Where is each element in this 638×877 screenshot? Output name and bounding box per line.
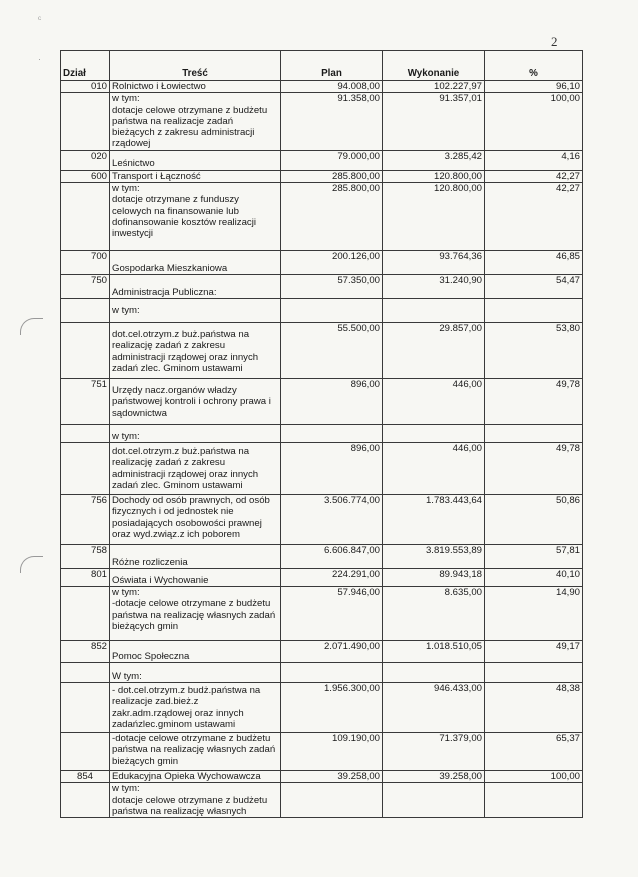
- table-row: [61, 299, 583, 323]
- cell-wykonanie: 946.433,00: [383, 683, 485, 733]
- cell-dzial: [61, 783, 110, 818]
- cell-dzial: [61, 443, 110, 495]
- cell-procent: 49,17: [485, 641, 583, 663]
- budget-table: [60, 50, 583, 818]
- cell-plan: 55.500,00: [281, 323, 383, 379]
- cell-procent: 65,37: [485, 733, 583, 771]
- cell-plan: [281, 783, 383, 818]
- punch-hole-mark: [20, 318, 43, 335]
- cell-dzial: [61, 183, 110, 251]
- cell-procent: [485, 663, 583, 683]
- cell-dzial: [61, 425, 110, 443]
- cell-procent: [485, 299, 583, 323]
- cell-dzial: 010: [61, 81, 110, 93]
- cell-dzial: 700: [61, 251, 110, 275]
- header-procent: %: [485, 51, 583, 81]
- cell-plan: 39.258,00: [281, 771, 383, 783]
- header-dzial: Dział: [61, 51, 110, 81]
- cell-plan: 57.350,00: [281, 275, 383, 299]
- header-plan: Plan: [281, 51, 383, 81]
- cell-plan: 285.800,00: [281, 170, 383, 182]
- table-row: [61, 771, 583, 783]
- table-row: [61, 251, 583, 275]
- cell-tresc: W tym:: [110, 663, 281, 683]
- cell-wykonanie: 1.018.510,05: [383, 641, 485, 663]
- cell-tresc: - dot.cel.otrzym.z budż.państwa na realizacje zad.bież.z zakr.adm.rządowej oraz innych zadańzlec.gminom ustawami: [110, 683, 281, 733]
- table-row: [61, 733, 583, 771]
- scan-mark: ·: [38, 54, 41, 64]
- table-row: [61, 170, 583, 182]
- table-row: [61, 783, 583, 818]
- cell-wykonanie: 120.800,00: [383, 170, 485, 182]
- cell-tresc: Rolnictwo i Łowiectwo: [110, 81, 281, 93]
- page-number: 2: [551, 34, 558, 49]
- punch-hole-mark: [20, 556, 43, 573]
- cell-tresc: Leśnictwo: [110, 150, 281, 170]
- cell-procent: 100,00: [485, 93, 583, 150]
- cell-procent: 4,16: [485, 150, 583, 170]
- cell-plan: 285.800,00: [281, 183, 383, 251]
- cell-wykonanie: 31.240,90: [383, 275, 485, 299]
- table-row: [61, 425, 583, 443]
- cell-dzial: [61, 299, 110, 323]
- cell-wykonanie: 102.227,97: [383, 81, 485, 93]
- cell-procent: 54,47: [485, 275, 583, 299]
- cell-tresc: Dochody od osób prawnych, od osób fizycznych i od jednostek nie posiadających osobowości prawnej oraz wyd.związ.z ich poborem: [110, 495, 281, 545]
- cell-plan: 57.946,00: [281, 587, 383, 641]
- table-row: [61, 569, 583, 587]
- table-row: [61, 150, 583, 170]
- table-row: [61, 183, 583, 251]
- cell-tresc: w tym: dotacje otrzymane z funduszy celowych na finansowanie lub dofinansowanie kosztów realizacji inwestycji: [110, 183, 281, 251]
- cell-plan: 3.506.774,00: [281, 495, 383, 545]
- table-row: [61, 683, 583, 733]
- table-row: [61, 81, 583, 93]
- cell-plan: 896,00: [281, 379, 383, 425]
- cell-procent: 53,80: [485, 323, 583, 379]
- cell-plan: 94.008,00: [281, 81, 383, 93]
- cell-tresc: w tym:: [110, 299, 281, 323]
- cell-procent: [485, 783, 583, 818]
- cell-tresc: w tym: dotacje celowe otrzymane z budżetu państwa na realizację własnych: [110, 783, 281, 818]
- cell-wykonanie: 39.258,00: [383, 771, 485, 783]
- cell-plan: 79.000,00: [281, 150, 383, 170]
- cell-wykonanie: 93.764,36: [383, 251, 485, 275]
- cell-procent: 40,10: [485, 569, 583, 587]
- table-row: [61, 587, 583, 641]
- table-row: [61, 641, 583, 663]
- cell-dzial: [61, 733, 110, 771]
- cell-procent: 42,27: [485, 170, 583, 182]
- cell-plan: [281, 299, 383, 323]
- cell-dzial: [61, 93, 110, 150]
- cell-dzial: [61, 683, 110, 733]
- cell-wykonanie: 91.357,01: [383, 93, 485, 150]
- cell-dzial: 600: [61, 170, 110, 182]
- cell-dzial: [61, 323, 110, 379]
- table-row: [61, 93, 583, 150]
- table-row: [61, 379, 583, 425]
- cell-plan: 109.190,00: [281, 733, 383, 771]
- header-wykonanie: Wykonanie: [383, 51, 485, 81]
- header-tresc: Treść: [110, 51, 281, 81]
- cell-wykonanie: 446,00: [383, 379, 485, 425]
- cell-wykonanie: [383, 783, 485, 818]
- cell-tresc: Różne rozliczenia: [110, 545, 281, 569]
- cell-dzial: 020: [61, 150, 110, 170]
- cell-plan: 91.358,00: [281, 93, 383, 150]
- table-header-row: [61, 51, 583, 81]
- cell-tresc: Oświata i Wychowanie: [110, 569, 281, 587]
- cell-procent: 42,27: [485, 183, 583, 251]
- cell-procent: 14,90: [485, 587, 583, 641]
- cell-plan: 2.071.490,00: [281, 641, 383, 663]
- cell-wykonanie: 3.819.553,89: [383, 545, 485, 569]
- cell-tresc: Administracja Publiczna:: [110, 275, 281, 299]
- cell-dzial: 852: [61, 641, 110, 663]
- table-row: [61, 323, 583, 379]
- cell-procent: 49,78: [485, 379, 583, 425]
- scan-mark: ᶜ: [38, 14, 42, 24]
- cell-procent: 50,86: [485, 495, 583, 545]
- cell-plan: [281, 425, 383, 443]
- table-row: [61, 663, 583, 683]
- cell-tresc: Urzędy nacz.organów władzy państwowej kontroli i ochrony prawa i sądownictwa: [110, 379, 281, 425]
- cell-wykonanie: 8.635,00: [383, 587, 485, 641]
- table-row: [61, 545, 583, 569]
- cell-dzial: 750: [61, 275, 110, 299]
- cell-procent: 96,10: [485, 81, 583, 93]
- cell-tresc: Edukacyjna Opieka Wychowawcza: [110, 771, 281, 783]
- cell-tresc: Pomoc Społeczna: [110, 641, 281, 663]
- cell-tresc: dot.cel.otrzym.z buż.państwa na realizację zadań z zakresu administracji rządowej oraz innych zadań zlec. Gminom ustawami: [110, 323, 281, 379]
- cell-procent: 48,38: [485, 683, 583, 733]
- cell-dzial: 758: [61, 545, 110, 569]
- cell-procent: 100,00: [485, 771, 583, 783]
- cell-wykonanie: [383, 425, 485, 443]
- cell-plan: [281, 663, 383, 683]
- cell-wykonanie: 3.285,42: [383, 150, 485, 170]
- cell-plan: 6.606.847,00: [281, 545, 383, 569]
- cell-procent: [485, 425, 583, 443]
- cell-dzial: [61, 587, 110, 641]
- cell-plan: 896,00: [281, 443, 383, 495]
- cell-wykonanie: 446,00: [383, 443, 485, 495]
- cell-dzial: 801: [61, 569, 110, 587]
- cell-procent: 49,78: [485, 443, 583, 495]
- cell-wykonanie: 120.800,00: [383, 183, 485, 251]
- cell-tresc: w tym: -dotacje celowe otrzymane z budżetu państwa na realizację własnych zadań bieżących gmin: [110, 587, 281, 641]
- cell-plan: 1.956.300,00: [281, 683, 383, 733]
- table-row: [61, 443, 583, 495]
- cell-wykonanie: 89.943,18: [383, 569, 485, 587]
- cell-dzial: [61, 663, 110, 683]
- cell-wykonanie: 1.783.443,64: [383, 495, 485, 545]
- cell-plan: 200.126,00: [281, 251, 383, 275]
- cell-procent: 46,85: [485, 251, 583, 275]
- cell-tresc: w tym:: [110, 425, 281, 443]
- cell-procent: 57,81: [485, 545, 583, 569]
- table-row: [61, 495, 583, 545]
- cell-dzial: 751: [61, 379, 110, 425]
- cell-tresc: Gospodarka Mieszkaniowa: [110, 251, 281, 275]
- cell-tresc: dot.cel.otrzym.z buż.państwa na realizację zadań z zakresu administracji rządowej oraz innych zadań zlec. Gminom ustawami: [110, 443, 281, 495]
- cell-wykonanie: [383, 299, 485, 323]
- cell-tresc: -dotacje celowe otrzymane z budżetu państwa na realizację własnych zadań bieżących gmin: [110, 733, 281, 771]
- cell-plan: 224.291,00: [281, 569, 383, 587]
- cell-dzial: 854: [61, 771, 110, 783]
- cell-wykonanie: [383, 663, 485, 683]
- cell-tresc: w tym: dotacje celowe otrzymane z budżetu państwa na realizacje zadań bieżących z zakresu administracji rządowej: [110, 93, 281, 150]
- table-row: [61, 275, 583, 299]
- cell-wykonanie: 71.379,00: [383, 733, 485, 771]
- cell-dzial: 756: [61, 495, 110, 545]
- cell-wykonanie: 29.857,00: [383, 323, 485, 379]
- cell-tresc: Transport i Łączność: [110, 170, 281, 182]
